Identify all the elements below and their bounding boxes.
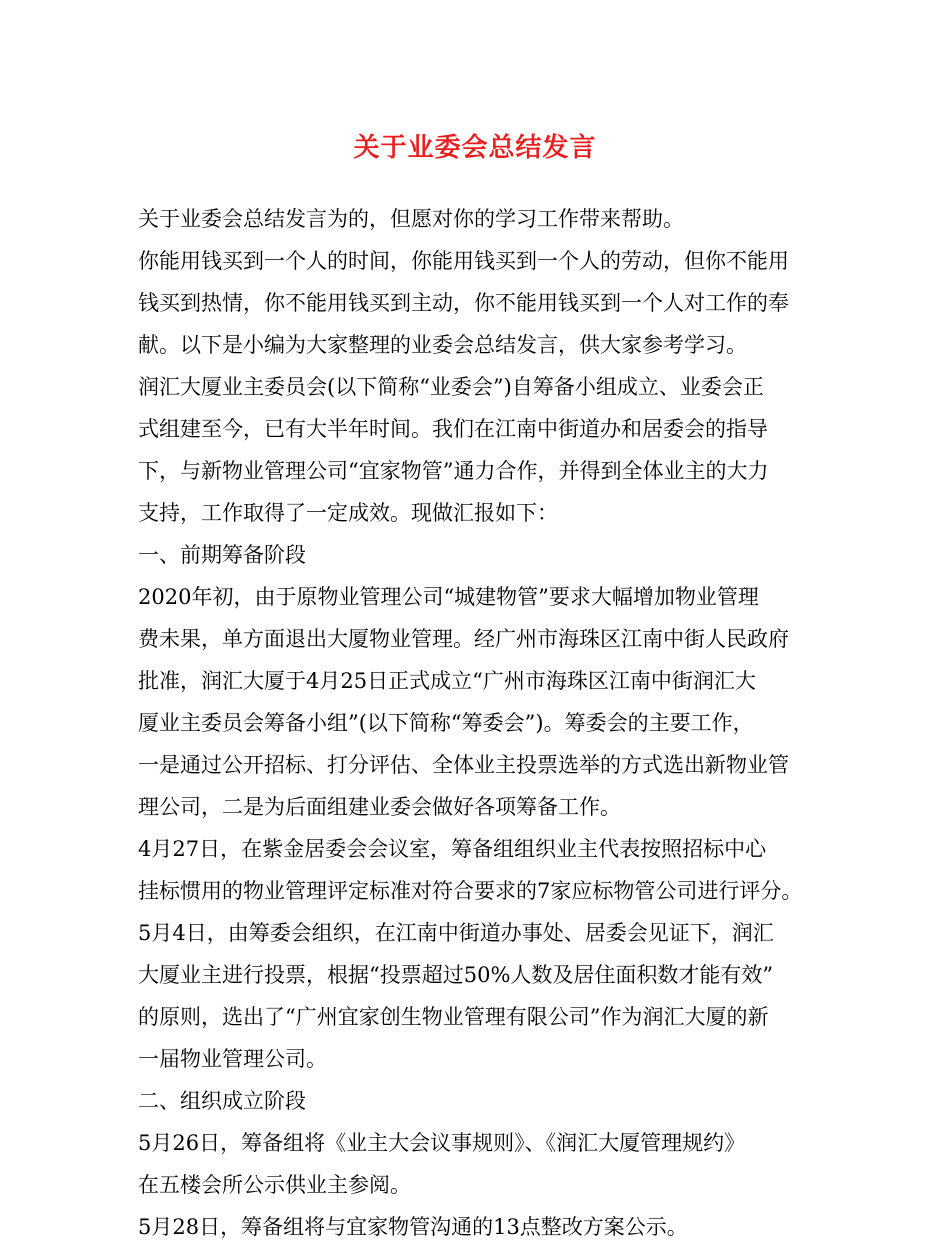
paragraph-line: 关于业委会总结发言为的，但愿对你的学习工作带来帮助。 <box>138 207 684 231</box>
paragraph-line: 挂标惯用的物业管理评定标准对符合要求的7家应标物管公司进行评分。 <box>138 879 803 903</box>
paragraph-line: 支持，工作取得了一定成效。现做汇报如下： <box>138 501 558 525</box>
paragraph-line: 厦业主委员会筹备小组”(以下简称“筹委会”)。筹委会的主要工作， <box>138 711 754 735</box>
paragraph-line: 钱买到热情，你不能用钱买到主动，你不能用钱买到一个人对工作的奉 <box>138 291 789 315</box>
paragraph-line: 4月27日，在紫金居委会会议室，筹备组组织业主代表按照招标中心 <box>138 837 767 861</box>
paragraph-line: 理公司，二是为后面组建业委会做好各项筹备工作。 <box>138 795 621 819</box>
paragraph-line: 下，与新物业管理公司“宜家物管”通力合作，并得到全体业主的大力 <box>138 459 769 483</box>
paragraph-line: 的原则，选出了“广州宜家创生物业管理有限公司”作为润汇大厦的新 <box>138 1005 769 1029</box>
paragraph-line: 你能用钱买到一个人的时间，你能用钱买到一个人的劳动，但你不能用 <box>138 249 789 273</box>
paragraph-line: 润汇大厦业主委员会(以下简称“业委会”)自筹备小组成立、业委会正 <box>138 375 764 399</box>
document-body <box>138 198 828 1248</box>
paragraph-line: 一届物业管理公司。 <box>138 1047 327 1071</box>
document-title: 关于业委会总结发言 <box>353 133 597 163</box>
paragraph-line: 献。以下是小编为大家整理的业委会总结发言，供大家参考学习。 <box>138 333 747 357</box>
section-heading: 二、组织成立阶段 <box>138 1089 306 1113</box>
paragraph-line: 2020年初，由于原物业管理公司“城建物管”要求大幅增加物业管理 <box>138 585 759 609</box>
paragraph-line: 式组建至今，已有大半年时间。我们在江南中街道办和居委会的指导 <box>138 417 768 441</box>
paragraph-line: 5月28日，筹备组将与宜家物管沟通的13点整改方案公示。 <box>138 1215 688 1239</box>
paragraph-line: 5月26日，筹备组将《业主大会议事规则》、《润汇大厦管理规约》 <box>138 1131 746 1155</box>
paragraph-line: 批准，润汇大厦于4月25日正式成立“广州市海珠区江南中街润汇大 <box>138 669 756 693</box>
paragraph-line: 在五楼会所公示供业主参阅。 <box>138 1173 411 1197</box>
paragraph-line: 大厦业主进行投票，根据“投票超过50%人数及居住面积数才能有效” <box>138 963 774 987</box>
section-heading: 一、前期筹备阶段 <box>138 543 306 567</box>
paragraph-line: 5月4日，由筹委会组织，在江南中街道办事处、居委会见证下，润汇 <box>138 921 774 945</box>
paragraph-line: 一是通过公开招标、打分评估、全体业主投票选举的方式选出新物业管 <box>138 753 789 777</box>
paragraph-line: 费未果，单方面退出大厦物业管理。经广州市海珠区江南中街人民政府 <box>138 627 789 651</box>
